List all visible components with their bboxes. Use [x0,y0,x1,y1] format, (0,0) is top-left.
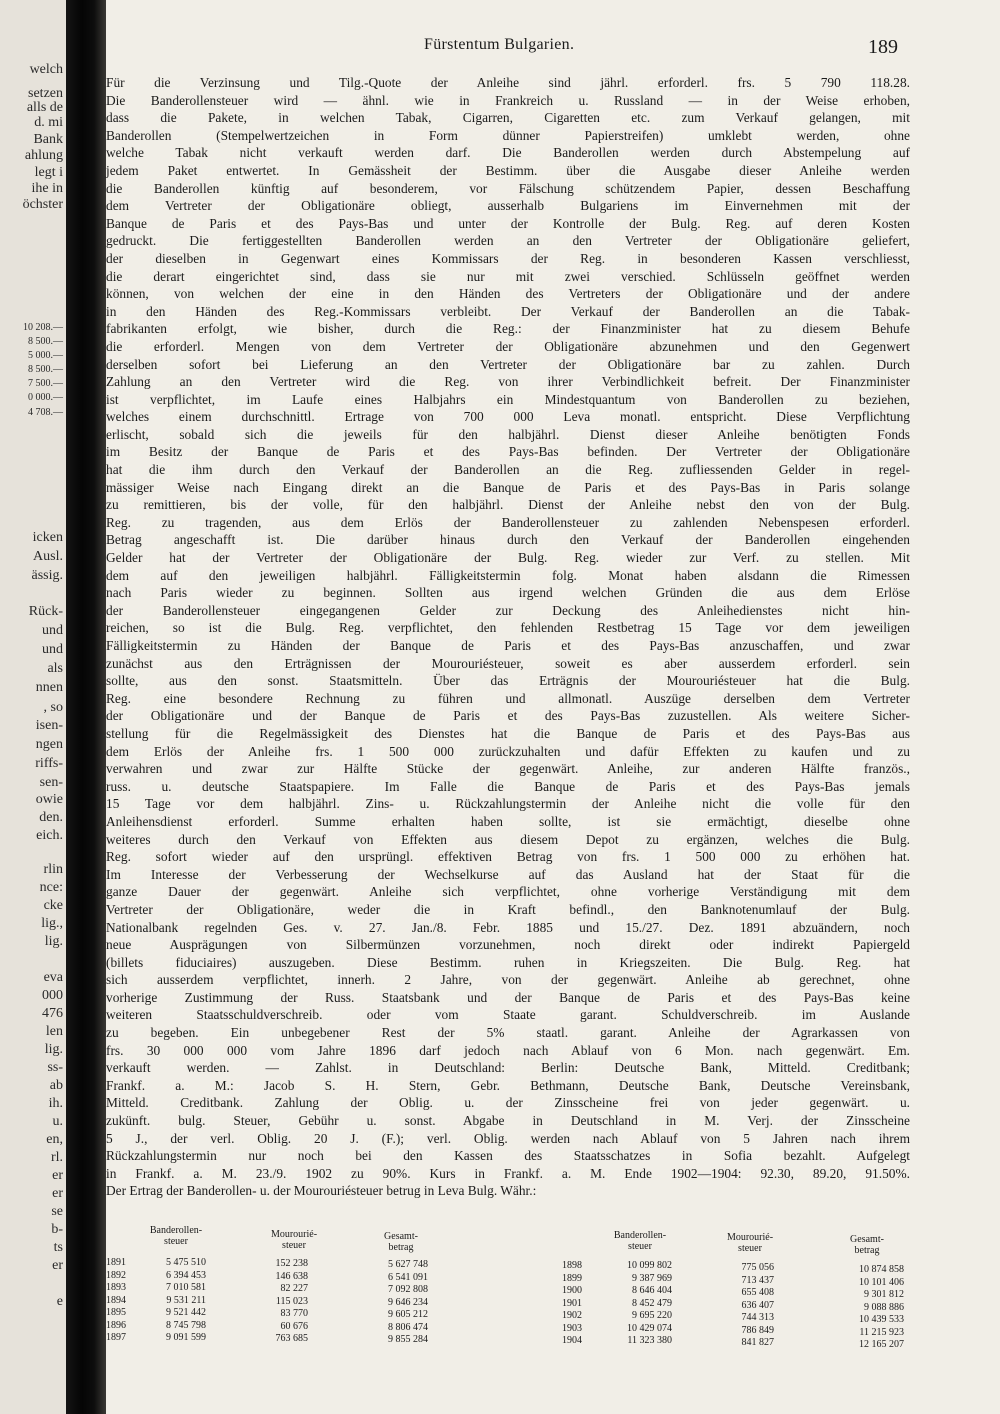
body-line: sich ausserdem verpflichtet, innerh. 2 Jahre, von der gegenwärt. Anleihe ab gerechnet, ohne [106,972,910,988]
body-line: Reg. sofort wieder auf den ursprüngl. effektiven Betrag von frs. 1 500 000 zu erhöhen hat. [106,849,910,865]
left-page-fragment: ss- [47,1060,63,1075]
left-page-fragment: alls de [26,100,63,115]
left-page-fragment: ihe in [31,181,63,196]
header-mourourie-left: Mourourié- steuer [270,1229,318,1251]
table-cell: 9 088 886 [864,1301,904,1313]
table-cell: 1894 [106,1294,126,1306]
left-page-fragment: er [52,1168,63,1183]
left-page-fragment: ässig. [31,568,63,583]
left-page-fragment: rl. [50,1150,63,1165]
body-line: die erforderl. Mengen von dem Vertreter der Obligationäre abzunehmen und den Gegenwert [106,338,910,354]
body-line: der Banderollensteuer eingegangenen Gelder zur Deckung des Anleihedienstes nicht hin- [106,602,910,618]
left-page-fragment: 8 500.— [28,336,63,347]
body-line: Zahlung an den Vertreter wird die Reg. von ihrer Verbindlichkeit befreit. Der Finanzminister [106,374,910,390]
body-line: Für die Verzinsung und Tilg.-Quote der Anleihe sind jährl. erforderl. frs. 5 790 118.28. [106,75,910,90]
table-cell: 1902 [562,1310,582,1321]
book-gutter [66,0,106,1414]
table-cell: 713 437 [741,1274,774,1286]
left-page-fragment: nce: [39,880,63,895]
body-line: dem Vertreter der Obligationäre obliegt, ausserhalb Bulgariens im Einvernehmen mit der [106,198,910,214]
left-page-fragment: und [42,642,63,657]
body-line: der dieselben in Gegenwart eines Kommissars der Reg. in besonderen Kassen verschliesst, [106,250,910,266]
table-cell: 1892 [106,1269,126,1281]
body-line: hat die ihm durch den Verkauf der Banderollen an die Reg. zufliessenden Gelder in regel- [106,462,910,478]
body-line: erlischt, sobald sich die jeweils für den halbjährl. Dienst dieser Anleihe benötigten Fonds [106,426,910,442]
table-cell: 1897 [106,1332,126,1343]
body-line: Vertreter der Obligationäre, weder die in Kraft befindl., den Banknotenumlauf der Bulg. [106,901,910,917]
header-banderole-right: Banderollen- steuer [613,1230,667,1252]
table-cell: 655 408 [741,1287,774,1298]
body-line: Rückzahlungstermin nur noch bei den Kassen des Staatsschatzes in Sofia bezahlt. Aufgelegt [106,1148,910,1164]
left-page-fragment: und [42,623,63,638]
left-page-fragment: b- [51,1222,63,1237]
body-line: welche Tabak nicht verkauft werden darf. Die Banderollen werden durch Abstempelung auf [106,145,910,161]
table-cell: 1903 [562,1322,582,1334]
body-line: jedem Paket entwertet. In Gemässheit der Bestimm. über die Ausgabe dieser Anleihe werden [106,162,910,178]
banderole-column-left [142,1257,206,1345]
body-line: in Frankf. a. M. 23./9. 1902 zu 90%. Kurs in Frankf. a. M. Ende 1902—1904: 92.30, 89.20, 91.50%. [106,1165,910,1181]
body-line: der Obligationäre und der Banque de Paris et des Pays-Bas zuzustellen. Als weitere Sicher- [106,708,910,724]
table-cell: 6 541 091 [388,1271,428,1283]
table-cell: 636 407 [741,1299,774,1311]
table-cell: 10 429 074 [627,1322,672,1334]
left-page-fragment: rlin [43,862,63,877]
left-page-fragment: lig. [44,1042,63,1057]
left-page-fragment: 8 500.— [28,364,63,375]
header-mourourie-right: Mourourié- steuer [726,1232,774,1254]
table-cell: 115 023 [275,1295,308,1307]
body-line: dem Erlös der Anleihe frs. 1 500 000 zurückzuhalten und dafür Effekten zu kaufen und zu [106,743,910,759]
body-line: Reg. zu tragenden, aus dem Erlös der Banderollensteuer zu zahlenden Nebenspesen erforderl. [106,514,910,530]
total-column-left [364,1259,428,1347]
table-cell: 83 770 [280,1308,308,1319]
body-line: russ. u. deutsche Staatspapiere. Im Falle die Banque de Paris et des Pays-Bas jemals [106,778,910,794]
left-page-fragment: , so [43,700,63,715]
table-cell: 7 010 581 [166,1282,206,1293]
left-page-fragment: 5 000.— [28,350,63,361]
left-page-fragment: Bank [33,132,63,147]
table-cell: 152 238 [275,1258,308,1269]
revenue-table-right [562,1230,922,1380]
body-line: derselben sofort bei Lieferung an den Vertreter der Obligationäre bar zu zahlen. Durch [106,356,910,372]
body-line: fabrikanten erfolgt, wie bisher, durch die Reg.: der Finanzminister hat zu diesem Behufe [106,321,910,337]
left-page-fragment: cke [43,898,63,913]
table-cell: 775 056 [741,1262,774,1273]
left-page-strip [0,0,66,1414]
body-line: weiteres durch den Verkauf von Effekten aus diesem Depot zu ergänzen, welches die Bulg. [106,831,910,847]
table-cell: 146 638 [275,1270,308,1282]
body-line: dem auf den jeweiligen halbjährl. Fälligkeitstermin folg. Monat haben alsdann die Rimessen [106,567,910,583]
left-page-fragment: 4 708.— [28,407,63,418]
left-page-fragment: legt i [34,165,63,180]
table-cell: 11 215 923 [859,1326,904,1338]
left-page-fragment: nnen [35,680,63,695]
table-cell: 10 099 802 [627,1260,672,1271]
left-page-fragment: den. [39,810,63,825]
body-line: Die Banderollensteuer wird — ähnl. wie in Frankreich u. Russland — in der Weise erhoben, [106,92,910,108]
body-line: sollte, aus den sonst. Staatsmitteln. Über das Erträgnis der Mourouriésteuer hat die Bulg. [106,673,910,689]
body-text [106,74,910,1200]
table-cell: 6 394 453 [166,1269,206,1281]
body-line: zu remittieren, bis der volle, für den halbjährl. Dienst der Anleihe nebst den von der Bulg. [106,497,910,513]
body-line: Betrag angeschafft ist. Die darüber hinaus durch den Verkauf der Banderollen eingehenden [106,532,910,548]
body-line: Banque de Paris et des Pays-Bas und unter der Kontrolle der Bulg. Reg. auf deren Kosten [106,215,910,231]
left-page-fragment: 476 [42,1006,63,1021]
table-cell: 9 387 969 [632,1272,672,1284]
body-line: im Besitz der Banque de Paris et des Pays-Bas befinden. Der Vertreter der Obligationäre [106,444,910,460]
header-banderole-left: Banderollen- steuer [149,1225,203,1247]
body-line: neue Ausprägungen von Silbermünzen vorzunehmen, noch direkt oder indirekt Papiergeld [106,937,910,953]
header-total-right: Gesamt- betrag [850,1234,884,1256]
body-line: Reg. eine besondere Rechnung zu führen und allmonatl. Auszüge derselben dem Vertreter [106,690,910,706]
body-line: Mitteld. Creditbank. Zahlung der Oblig. u. der Zinsscheine frei von jeder gegenwärt. u. [106,1095,910,1111]
body-line: vorherige Zustimmung der Russ. Staatsbank und der Banque de Paris et des Pays-Bas keine [106,989,910,1005]
left-page-fragment: Ausl. [33,549,63,564]
left-page-fragment: er [52,1186,63,1201]
body-line: Im Interesse der Verbesserung der Wechselkurse auf das Ausland hat der Staat für die [106,866,910,882]
body-line: in den Händen des Reg.-Kommissars verbleibt. Der Verkauf der Banderollen an die Tabak- [106,303,910,319]
left-page-fragment: d. mi [34,115,63,130]
body-line: weiteren Staatsschuldverschreib. oder vom Staate garant. Schuldverschreib. im Auslande [106,1007,910,1023]
left-page-fragment: 7 500.— [28,378,63,389]
table-cell: 9 301 812 [864,1289,904,1300]
left-page-fragment: isen- [35,718,63,733]
body-line: reichen, so ist die Bulg. Reg. verpflichtet, den fehlenden Restbetrag 15 Tage vor dem jeweiligen [106,620,910,636]
body-line: Anleihensdienst erforderl. Summe erhalten haben sollte, ist sie ermächtigt, dieselbe ohne [106,813,910,829]
main-page [106,0,1000,1414]
body-line: 15 Tage vor dem halbjährl. Zins- u. Rückzahlungstermin der Anleihe nicht die volle für den [106,796,910,812]
left-page-fragment: sen- [39,775,63,790]
left-page-fragment: lig. [44,934,63,949]
table-cell: 786 849 [741,1324,774,1336]
left-page-fragment: u. [52,1114,63,1129]
left-page-fragment: ts [53,1240,63,1255]
table-cell: 11 323 380 [627,1335,672,1346]
table-cell: 9 521 442 [166,1307,206,1318]
table-cell: 9 605 212 [388,1309,428,1320]
body-line: mässiger Weise nach Eingang direkt an die Banque de Paris et des Pays-Bas in Paris solange [106,479,910,495]
body-line: gedruckt. Die fertiggestellten Banderollen werden an den Vertreter der Obligationäre geliefert, [106,233,910,249]
table-cell: 8 806 474 [388,1321,428,1333]
left-page-fragment: ih. [48,1096,63,1111]
left-page-fragment: icken [32,530,63,545]
body-line: frs. 30 000 000 vom Jahre 1896 darf jedoch nach Ablauf von 6 Mon. nach gegenwärt. Em. [106,1042,910,1058]
body-line: Der Ertrag der Banderollen- u. der Mourouriésteuer betrug in Leva Bulg. Währ.: [106,1183,537,1199]
body-line: welches einem durchschnittl. Ertrage von 700 000 Leva monatl. entspricht. Diese Verpflichtung [106,409,910,425]
table-cell: 8 646 404 [632,1285,672,1296]
left-page-fragment: se [51,1204,63,1219]
body-line: Nationalbank regelnden Ges. v. 27. Jan./8. Febr. 1885 und 15./27. Dez. 1891 abzuändern, noch [106,919,910,935]
years-column-left [106,1257,126,1345]
table-cell: 9 091 599 [166,1332,206,1343]
table-cell: 744 313 [741,1312,774,1323]
left-page-fragment: 000 [42,988,63,1003]
table-cell: 5 627 748 [388,1259,428,1270]
body-line: dass die Pakete, in welchen Tabak, Cigarren, Cigaretten etc. zum Verkauf gelangen, mit [106,110,910,126]
left-page-fragment: ngen [35,737,63,752]
years-column-right [562,1260,582,1348]
running-title: Fürstentum Bulgarien. [424,36,575,53]
body-line: nach Paris wieder zu beginnen. Sollten aus irgend welchen Gründen die aus dem Erlöse [106,585,910,601]
table-cell: 9 695 220 [632,1310,672,1321]
table-cell: 1896 [106,1319,126,1331]
body-line: Gelder hat der Vertreter der Obligationäre der Bulg. Reg. wieder zur Verf. zu stellen. Mit [106,550,910,566]
left-page-fragment: 0 000.— [28,392,63,403]
table-cell: 1904 [562,1335,582,1346]
body-line: zu begeben. Ein unbegebener Rest der 5% staatl. garant. Anleihe der Agrarkassen von [106,1025,910,1041]
left-page-fragment: riffs- [35,756,63,771]
left-page-fragment: Rück- [28,604,63,619]
body-line: stellung für die Regelmässigkeit des Dienstes hat die Banque de Paris et des Pays-Bas aus [106,725,910,741]
body-line: ist verpflichtet, im Laufe eines Halbjahrs ein Mindestquantum von Banderollen zu beziehen, [106,391,910,407]
table-cell: 7 092 808 [388,1284,428,1295]
left-page-fragment: welch [29,62,63,77]
body-line: ganze Dauer der gegenwärt. Anleihe sich verpflichtet, ohne vorherige Verständigung mit dem [106,884,910,900]
left-page-fragment: eva [43,970,63,985]
left-page-fragment: als [47,661,63,676]
table-cell: 12 165 207 [859,1339,904,1350]
left-page-fragment: öchster [22,197,63,212]
table-cell: 841 827 [741,1337,774,1348]
left-page-fragment: lig., [41,916,63,931]
table-cell: 1900 [562,1285,582,1296]
body-line: verkauft werden. — Zahlst. in Deutschland: Berlin: Deutsche Bank, Mitteld. Creditbank; [106,1060,910,1076]
body-line: können, von welchen der eine in den Händen des Vertreters der Obligationäre und der andere [106,286,910,302]
left-page-fragment: en, [46,1132,63,1147]
table-cell: 1898 [562,1260,582,1271]
left-page-fragment: setzen [28,86,63,101]
mourourie-column-right [722,1262,774,1350]
table-cell: 8 745 798 [166,1319,206,1331]
table-cell: 10 439 533 [859,1314,904,1325]
body-line: (billets fiduciaires) auszugeben. Diese Bestimm. ruhen in Kriegszeiten. Die Bulg. Reg. hat [106,954,910,970]
table-cell: 1899 [562,1272,582,1284]
body-line: zunächst aus den Erträgnissen der Mourouriésteuer, soweit es aber ausserdem erforderl. sein [106,655,910,671]
left-page-fragment: ahlung [24,148,63,163]
table-cell: 1901 [562,1297,582,1309]
table-cell: 10 874 858 [859,1264,904,1275]
table-cell: 1891 [106,1257,126,1268]
body-line: verwahren und zwar zur Hälfte Stücke der gegenwärt. Anleihe, zur anderen Hälfte französ., [106,761,910,777]
banderole-column-right [602,1260,672,1348]
left-page-fragment: len [45,1024,63,1039]
body-line: die Banderollen künftig auf besonderem, vor Fälschung schützendem Papier, dessen Beschaffung [106,180,910,196]
body-line: 5 J., der verl. Oblig. 20 J. (F.); verl. Oblig. werden nach Ablauf von 5 Jahren nach ihrem [106,1130,910,1146]
body-line: die derart eingerichtet sind, dass sie nur mit zwei verschied. Schlüsseln geöffnet werden [106,268,910,284]
mourourie-column-left [256,1258,308,1346]
total-column-right [832,1264,904,1352]
left-page-fragment: eich. [36,828,63,843]
page-number: 189 [868,36,898,58]
body-line: Banderollen (Stempelwertzeichen in Form dünner Papierstreifen) umklebt werden, ohne [106,127,910,143]
table-cell: 1893 [106,1282,126,1293]
left-page-fragment: e [56,1294,63,1309]
table-cell: 9 531 211 [166,1294,206,1306]
table-cell: 9 646 234 [388,1296,428,1308]
table-cell: 8 452 479 [632,1297,672,1309]
left-page-fragment: ab [49,1078,63,1093]
table-cell: 60 676 [280,1320,308,1332]
body-line: Fälligkeitstermin zu Händen der Banque de Paris et des Pays-Bas anzuschaffen, und zwar [106,638,910,653]
left-page-fragment: owie [35,792,63,807]
table-cell: 9 855 284 [388,1334,428,1345]
body-line: Frankf. a. M.: Jacob S. H. Stern, Gebr. Bethmann, Deutsche Bank, Deutsche Vereinsbank, [106,1077,910,1093]
body-line: zukünft. bulg. Steuer, Gebühr u. sonst. Abgabe in Deutschland in M. Verj. der Zinsscheine [106,1113,910,1129]
header-total-left: Gesamt- betrag [384,1231,418,1253]
table-cell: 10 101 406 [859,1276,904,1288]
revenue-table-left [106,1225,456,1375]
table-cell: 763 685 [275,1333,308,1344]
left-page-fragment: er [52,1258,63,1273]
table-cell: 5 475 510 [166,1257,206,1268]
table-cell: 1895 [106,1307,126,1318]
table-cell: 82 227 [280,1283,308,1294]
left-page-fragment: 10 208.— [23,322,63,333]
